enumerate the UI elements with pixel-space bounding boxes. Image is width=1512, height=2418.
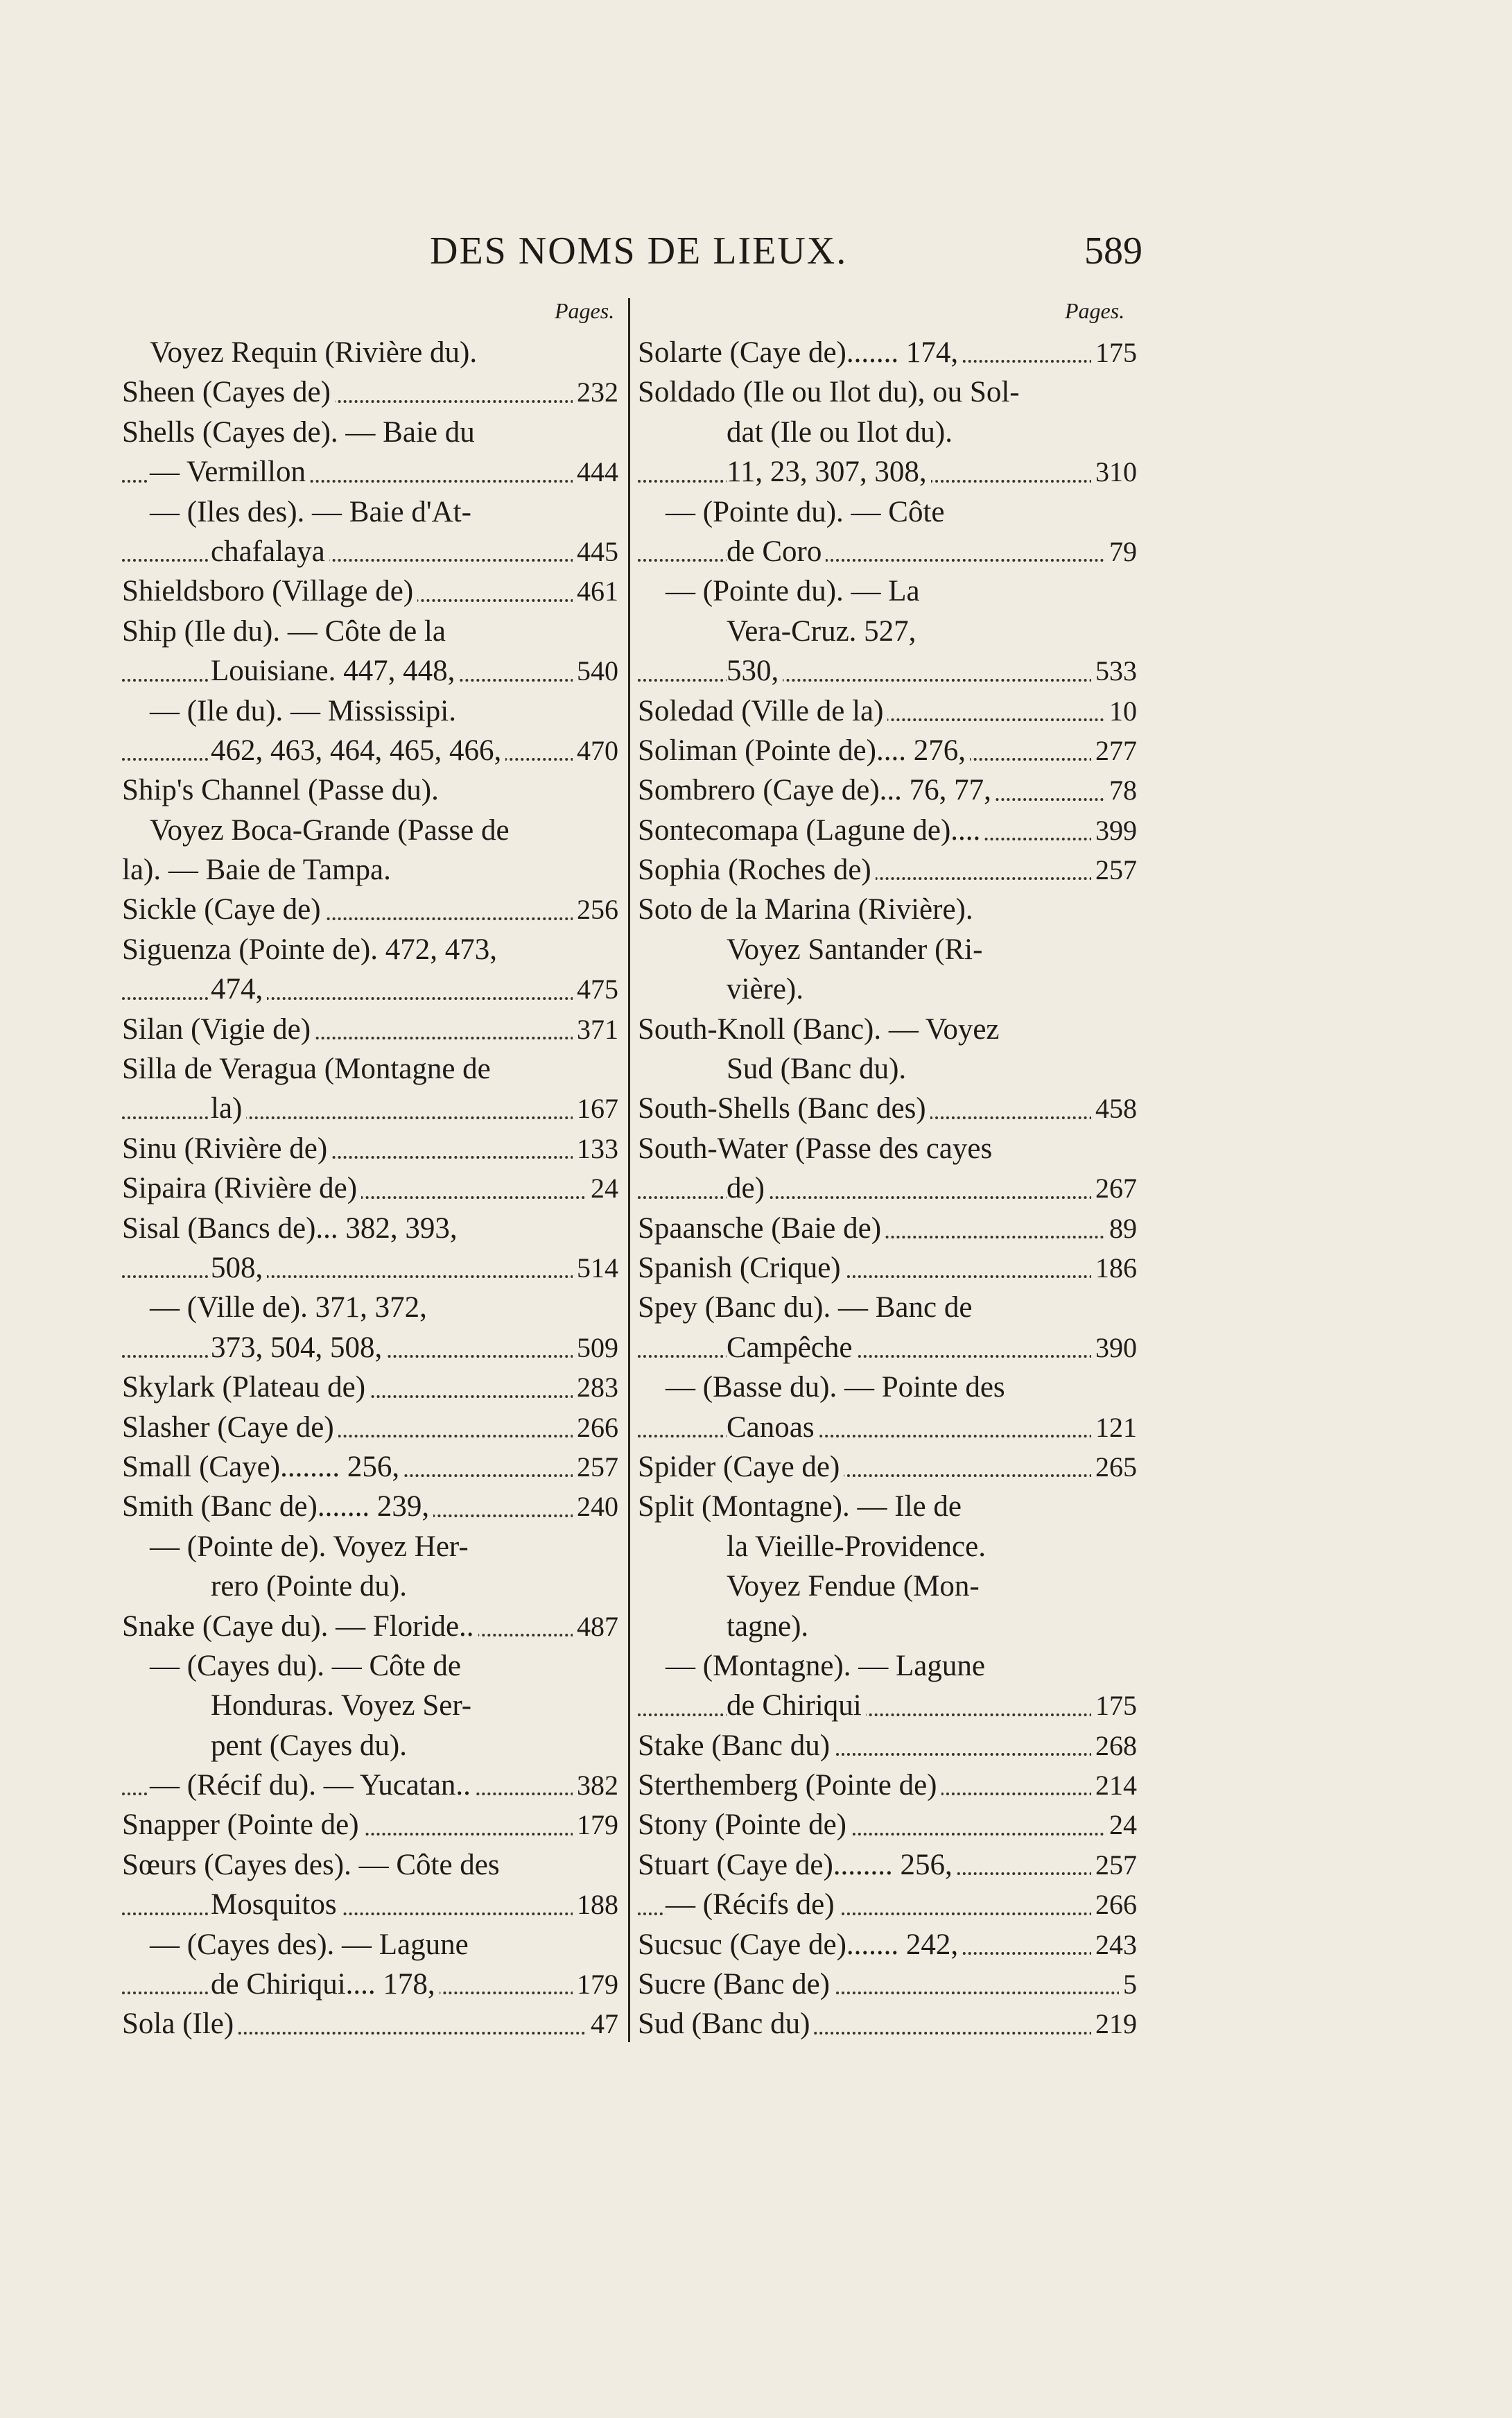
dot-leader bbox=[122, 997, 618, 1000]
page-ref: 167 bbox=[573, 1089, 618, 1128]
pages-label-left: Pages. bbox=[555, 298, 615, 323]
page-ref: 214 bbox=[1091, 1765, 1137, 1805]
entry-text: Voyez Fendue (Mon- bbox=[727, 1570, 984, 1603]
entry-text: — (Ile du). — Mississipi. bbox=[150, 695, 460, 727]
entry-text: Small (Caye)........ 256, bbox=[122, 1451, 403, 1483]
page-ref: 240 bbox=[573, 1487, 618, 1526]
entry-text: Sucsuc (Caye de)....... 242, bbox=[638, 1928, 962, 1961]
entry-text: Stony (Pointe de) bbox=[638, 1808, 851, 1841]
index-entry bbox=[122, 850, 618, 890]
index-entry bbox=[638, 811, 1137, 850]
index-entry bbox=[122, 372, 618, 412]
entry-text: 474, bbox=[211, 973, 267, 1005]
page-ref: 121 bbox=[1091, 1408, 1137, 1447]
index-entry bbox=[122, 1168, 618, 1208]
entry-text: Canoas bbox=[727, 1411, 819, 1444]
index-entry bbox=[638, 1726, 1137, 1765]
index-entry bbox=[638, 1765, 1137, 1805]
page-ref: 257 bbox=[1091, 850, 1137, 890]
entry-text: Shells (Cayes de). — Baie du bbox=[122, 416, 479, 449]
entry-text: Voyez Requin (Rivière du). bbox=[150, 336, 481, 369]
index-entry bbox=[638, 770, 1137, 810]
index-entry bbox=[638, 890, 1137, 929]
index-entry bbox=[122, 1527, 618, 1566]
index-entry bbox=[638, 1129, 1137, 1168]
entry-text: — (Pointe de). Voyez Her- bbox=[150, 1530, 473, 1563]
entry-text: Stuart (Caye de)........ 256, bbox=[638, 1849, 957, 1881]
index-entry bbox=[122, 1288, 618, 1327]
entry-text: Sheen (Cayes de) bbox=[122, 376, 335, 408]
index-entry bbox=[122, 1487, 618, 1526]
entry-text: Snake (Caye du). — Floride.. bbox=[122, 1610, 478, 1643]
index-entry bbox=[638, 1089, 1137, 1128]
dot-leader bbox=[638, 1435, 1137, 1437]
index-entry bbox=[122, 1566, 618, 1606]
page-ref: 533 bbox=[1091, 651, 1137, 691]
index-entry bbox=[638, 1686, 1137, 1725]
page-ref: 390 bbox=[1091, 1328, 1137, 1367]
index-entry bbox=[638, 1209, 1137, 1248]
entry-text: Voyez Boca-Grande (Passe de bbox=[150, 814, 514, 847]
entry-text: Soldado (Ile ou Ilot du), ou Sol- bbox=[638, 376, 1024, 408]
page-ref: 5 bbox=[1119, 1964, 1137, 2004]
entry-text: Soto de la Marina (Rivière). bbox=[638, 893, 977, 926]
entry-text: — (Cayes des). — Lagune bbox=[150, 1928, 473, 1961]
entry-text: Shieldsboro (Village de) bbox=[122, 575, 417, 607]
index-entry bbox=[638, 969, 1137, 1009]
entry-text: Soliman (Pointe de).... 276, bbox=[638, 734, 970, 767]
index-entry bbox=[122, 1089, 618, 1128]
index-entry bbox=[122, 811, 618, 850]
page-ref: 268 bbox=[1091, 1726, 1137, 1765]
page-ref: 265 bbox=[1091, 1447, 1137, 1487]
entry-text: Sombrero (Caye de)... 76, 77, bbox=[638, 774, 996, 806]
page-ref: 514 bbox=[573, 1248, 618, 1288]
page-ref: 133 bbox=[573, 1129, 618, 1168]
index-entry bbox=[638, 1646, 1137, 1686]
entry-text: Louisiane. 447, 448, bbox=[211, 655, 459, 687]
index-entry bbox=[122, 612, 618, 651]
index-entry bbox=[638, 850, 1137, 890]
index-entry bbox=[122, 1964, 618, 2004]
entry-text: Ship (Ile du). — Côte de la bbox=[122, 615, 450, 648]
entry-text: Sterthemberg (Pointe de) bbox=[638, 1769, 941, 1802]
index-entry bbox=[122, 651, 618, 691]
index-entry bbox=[638, 452, 1137, 492]
index-entry bbox=[638, 1049, 1137, 1089]
page-ref: 267 bbox=[1091, 1168, 1137, 1208]
page-ref: 243 bbox=[1091, 1925, 1137, 1964]
page-ref: 24 bbox=[586, 1168, 618, 1208]
index-entry bbox=[122, 969, 618, 1009]
entry-text: Sisal (Bancs de)... 382, 393, bbox=[122, 1212, 462, 1245]
page-ref: 256 bbox=[573, 890, 618, 929]
page-ref: 399 bbox=[1091, 811, 1137, 850]
entry-text: — (Iles des). — Baie d'At- bbox=[150, 496, 476, 528]
entry-text: vière). bbox=[727, 973, 808, 1005]
index-entry bbox=[122, 492, 618, 532]
page-ref: 277 bbox=[1091, 731, 1137, 770]
index-entry bbox=[638, 612, 1137, 651]
entry-text: Sœurs (Cayes des). — Côte des bbox=[122, 1849, 504, 1881]
index-entry bbox=[122, 2004, 618, 2044]
entry-text: la) bbox=[211, 1092, 246, 1125]
entry-text: — (Récifs de) bbox=[666, 1888, 839, 1921]
entry-text: — (Ville de). 371, 372, bbox=[150, 1291, 431, 1324]
index-entry bbox=[122, 770, 618, 810]
page-ref: 188 bbox=[573, 1885, 618, 1924]
index-entry bbox=[122, 452, 618, 492]
entry-text: — (Pointe du). — La bbox=[666, 575, 924, 607]
entry-text: de Chiriqui.... 178, bbox=[211, 1968, 440, 2001]
entry-text: Spey (Banc du). — Banc de bbox=[638, 1291, 976, 1324]
index-entry bbox=[122, 1845, 618, 1885]
index-entry bbox=[638, 1845, 1137, 1885]
page-ref: 186 bbox=[1091, 1248, 1137, 1288]
index-entry bbox=[638, 1010, 1137, 1049]
dot-leader bbox=[638, 1713, 1137, 1716]
index-entry bbox=[638, 532, 1137, 571]
dot-leader bbox=[122, 1912, 618, 1915]
entry-text: Sinu (Rivière de) bbox=[122, 1132, 331, 1165]
entry-text: South-Water (Passe des cayes bbox=[638, 1132, 996, 1165]
entry-text: la). — Baie de Tampa. bbox=[122, 854, 395, 886]
entry-text: rero (Pointe du). bbox=[211, 1570, 411, 1603]
page-ref: 371 bbox=[573, 1010, 618, 1049]
index-entry bbox=[638, 1328, 1137, 1367]
entry-text: Spanish (Crique) bbox=[638, 1252, 845, 1284]
entry-text: — (Basse du). — Pointe des bbox=[666, 1371, 1009, 1404]
entry-text: tagne). bbox=[727, 1610, 813, 1643]
index-entry bbox=[122, 691, 618, 731]
entry-text: chafalaya bbox=[211, 535, 329, 568]
index-entry bbox=[122, 1765, 618, 1805]
dot-leader bbox=[638, 559, 1137, 562]
page-ref: 47 bbox=[586, 2004, 618, 2044]
page-ref: 382 bbox=[573, 1765, 618, 1805]
page-ref: 179 bbox=[573, 1964, 618, 2004]
page-ref: 175 bbox=[1091, 1686, 1137, 1725]
index-entry bbox=[638, 413, 1137, 452]
index-entry bbox=[638, 1885, 1137, 1924]
index-entry bbox=[638, 1527, 1137, 1566]
page-ref: 257 bbox=[1091, 1845, 1137, 1885]
entry-text: Campêche bbox=[727, 1331, 856, 1364]
entry-text: Sola (Ile) bbox=[122, 2007, 238, 2040]
index-entry bbox=[638, 691, 1137, 731]
index-entry bbox=[122, 1646, 618, 1686]
index-entry bbox=[122, 532, 618, 571]
page-ref: 266 bbox=[573, 1408, 618, 1447]
entry-text: Sickle (Caye de) bbox=[122, 893, 325, 926]
entry-text: Spider (Caye de) bbox=[638, 1451, 844, 1483]
entry-text: Vera-Cruz. 527, bbox=[727, 615, 920, 648]
page-ref: 179 bbox=[573, 1805, 618, 1845]
page-ref: 79 bbox=[1105, 532, 1137, 571]
entry-text: de Coro bbox=[727, 535, 826, 568]
entry-text: la Vieille-Providence. bbox=[727, 1530, 990, 1563]
index-entry bbox=[638, 1408, 1137, 1447]
index-column-right bbox=[638, 333, 1137, 2039]
index-entry bbox=[638, 372, 1137, 412]
index-entry bbox=[638, 1607, 1137, 1646]
entry-text: — Vermillon bbox=[150, 456, 310, 488]
entry-text: — (Montagne). — Lagune bbox=[666, 1650, 989, 1682]
entry-text: — (Pointe du). — Côte bbox=[666, 496, 949, 528]
index-entry bbox=[638, 651, 1137, 691]
entry-text: Sophia (Roches de) bbox=[638, 854, 876, 886]
entry-text: Ship's Channel (Passe du). bbox=[122, 774, 443, 806]
page-ref: 266 bbox=[1091, 1885, 1137, 1924]
page-ref: 461 bbox=[573, 571, 618, 611]
page-ref: 24 bbox=[1105, 1805, 1137, 1845]
page-number: 589 bbox=[1084, 230, 1142, 273]
page-ref: 310 bbox=[1091, 452, 1137, 492]
index-entry bbox=[122, 1248, 618, 1288]
entry-text: — (Récif du). — Yucatan.. bbox=[150, 1769, 475, 1802]
index-entry bbox=[638, 1447, 1137, 1487]
dot-leader bbox=[638, 679, 1137, 682]
index-entry bbox=[122, 1049, 618, 1089]
index-entry bbox=[638, 333, 1137, 372]
entry-text: 373, 504, 508, bbox=[211, 1331, 386, 1364]
entry-text: 462, 463, 464, 465, 466, bbox=[211, 734, 505, 767]
index-entry bbox=[122, 413, 618, 452]
page-ref: 458 bbox=[1091, 1089, 1137, 1128]
page-ref: 257 bbox=[573, 1447, 618, 1487]
index-entry bbox=[122, 731, 618, 770]
entry-text: Silla de Veragua (Montagne de bbox=[122, 1053, 495, 1085]
index-entry bbox=[122, 1328, 618, 1367]
page-ref: 219 bbox=[1091, 2004, 1137, 2044]
dot-leader bbox=[122, 1275, 618, 1278]
index-entry bbox=[638, 492, 1137, 532]
entry-text: Sucre (Banc de) bbox=[638, 1968, 834, 2001]
entry-text: dat (Ile ou Ilot du). bbox=[727, 416, 957, 449]
entry-text: Sontecomapa (Lagune de).... bbox=[638, 814, 984, 847]
index-entry bbox=[638, 1805, 1137, 1845]
index-entry bbox=[122, 1209, 618, 1248]
page-ref: 10 bbox=[1105, 691, 1137, 731]
dot-leader bbox=[638, 1355, 1137, 1358]
entry-text: Sud (Banc du). bbox=[727, 1053, 910, 1085]
entry-text: 530, bbox=[727, 655, 783, 687]
index-entry bbox=[122, 890, 618, 929]
index-entry bbox=[122, 1010, 618, 1049]
entry-text: de Chiriqui bbox=[727, 1689, 866, 1722]
index-entry bbox=[122, 1726, 618, 1765]
index-entry bbox=[122, 1408, 618, 1447]
entry-text: de) bbox=[727, 1172, 769, 1204]
index-entry bbox=[638, 1964, 1137, 2004]
index-entry bbox=[638, 1168, 1137, 1208]
page-ref: 232 bbox=[573, 372, 618, 412]
index-entry bbox=[638, 1925, 1137, 1964]
entry-text: Mosquitos bbox=[211, 1888, 341, 1921]
entry-text: Voyez Santander (Ri- bbox=[727, 933, 987, 966]
page-title: DES NOMS DE LIEUX. bbox=[430, 230, 848, 273]
page-ref: 444 bbox=[573, 452, 618, 492]
entry-text: Sipaira (Rivière de) bbox=[122, 1172, 361, 1204]
entry-text: Silan (Vigie de) bbox=[122, 1013, 315, 1046]
page-ref: 470 bbox=[573, 731, 618, 770]
index-entry bbox=[122, 1129, 618, 1168]
index-entry bbox=[638, 1487, 1137, 1526]
entry-text: Honduras. Voyez Ser- bbox=[211, 1689, 476, 1722]
index-entry bbox=[638, 731, 1137, 770]
entry-text: pent (Cayes du). bbox=[211, 1729, 411, 1762]
entry-text: 11, 23, 307, 308, bbox=[727, 456, 931, 488]
index-entry bbox=[122, 1367, 618, 1407]
entry-text: Sud (Banc du) bbox=[638, 2007, 814, 2040]
index-entry bbox=[122, 1885, 618, 1924]
index-entry bbox=[122, 1607, 618, 1646]
pages-label-right: Pages. bbox=[1065, 298, 1125, 323]
page-ref: 78 bbox=[1105, 770, 1137, 810]
index-entry bbox=[122, 930, 618, 969]
entry-text: Snapper (Pointe de) bbox=[122, 1808, 363, 1841]
entry-text: Split (Montagne). — Ile de bbox=[638, 1490, 966, 1523]
page-ref: 283 bbox=[573, 1367, 618, 1407]
page-ref: 175 bbox=[1091, 333, 1137, 372]
index-entry bbox=[638, 1367, 1137, 1407]
index-column-left bbox=[122, 333, 618, 2039]
dot-leader bbox=[122, 559, 618, 562]
index-entry bbox=[122, 1805, 618, 1845]
index-entry bbox=[122, 1447, 618, 1487]
entry-text: Solarte (Caye de)....... 174, bbox=[638, 336, 962, 369]
index-entry bbox=[122, 333, 618, 372]
entry-text: South-Knoll (Banc). — Voyez bbox=[638, 1013, 1004, 1046]
entry-text: Spaansche (Baie de) bbox=[638, 1212, 885, 1245]
index-entry bbox=[638, 1248, 1137, 1288]
page-ref: 475 bbox=[573, 969, 618, 1009]
entry-text: South-Shells (Banc des) bbox=[638, 1092, 930, 1125]
index-entry bbox=[122, 1925, 618, 1964]
entry-text: Skylark (Plateau de) bbox=[122, 1371, 370, 1404]
index-entry bbox=[638, 571, 1137, 611]
page-ref: 445 bbox=[573, 532, 618, 571]
index-entry bbox=[122, 1686, 618, 1725]
entry-text: Slasher (Caye de) bbox=[122, 1411, 338, 1444]
dot-leader bbox=[122, 1116, 618, 1119]
index-entry bbox=[122, 571, 618, 611]
page-ref: 89 bbox=[1105, 1209, 1137, 1248]
entry-text: — (Cayes du). — Côte de bbox=[150, 1650, 465, 1682]
entry-text: 508, bbox=[211, 1252, 267, 1284]
dot-leader bbox=[638, 1196, 1137, 1199]
page-ref: 509 bbox=[573, 1328, 618, 1367]
index-entry bbox=[638, 1566, 1137, 1606]
index-entry bbox=[638, 930, 1137, 969]
entry-text: Stake (Banc du) bbox=[638, 1729, 834, 1762]
page-ref: 540 bbox=[573, 651, 618, 691]
entry-text: Smith (Banc de)....... 239, bbox=[122, 1490, 433, 1523]
entry-text: Siguenza (Pointe de). 472, 473, bbox=[122, 933, 501, 966]
index-entry bbox=[638, 2004, 1137, 2044]
column-divider bbox=[628, 298, 630, 2042]
index-entry bbox=[638, 1288, 1137, 1327]
page-ref: 487 bbox=[573, 1607, 618, 1646]
entry-text: Soledad (Ville de la) bbox=[638, 695, 887, 727]
